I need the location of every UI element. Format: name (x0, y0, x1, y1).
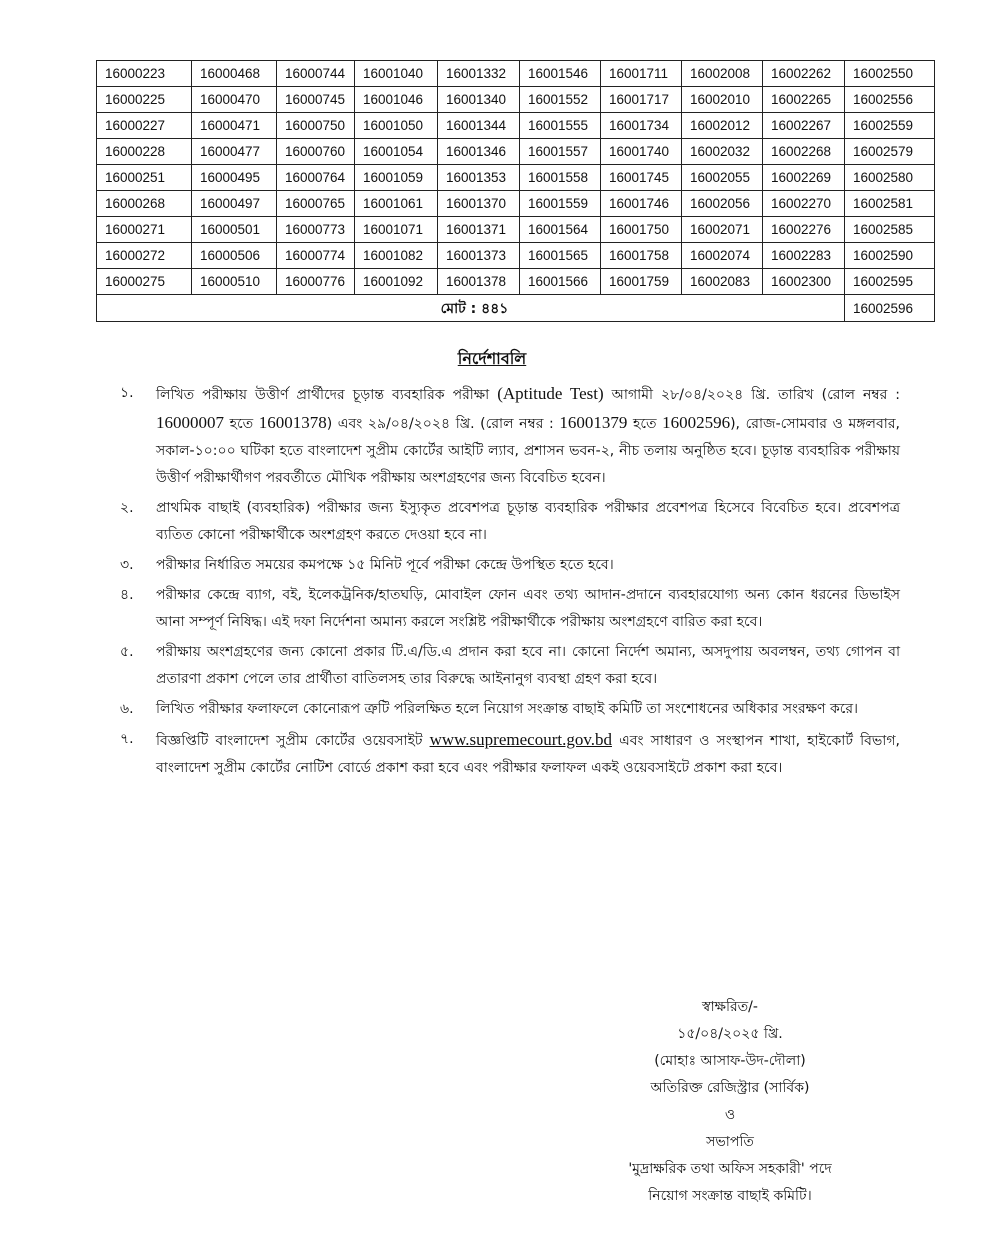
instruction-item (120, 726, 900, 782)
roll-number-cell: 16002262 (763, 61, 845, 87)
table-row (97, 243, 935, 269)
roll-number-cell: 16001340 (438, 87, 520, 113)
roll-number-cell: 16002010 (682, 87, 763, 113)
instruction-text-part: বিজ্ঞপ্তিটি বাংলাদেশ সুপ্রীম কোর্টের ওয়েবসাইট (156, 733, 430, 749)
roll-number-cell: 16002265 (763, 87, 845, 113)
instruction-text-part: প্রাথমিক বাছাই (ব্যবহারিক) পরীক্ষার জন্য ইস্যুকৃত প্রবেশপত্র চূড়ান্ত ব্যবহারিক পরীক্ষার প্রবেশপত্র হিসেবে বিবেচিত হবে। প্রবেশপত্র ব্যতিত কোনো পরীক্ষার্থীকে অংশগ্রহণ করতে দেওয়া হবে না। (156, 500, 900, 543)
instruction-text-part: পরীক্ষার নির্ধারিত সময়ের কমপক্ষে ১৫ মিনিট পূর্বে পরীক্ষা কেন্দ্রে উপস্থিত হতে হবে। (156, 557, 614, 573)
table-row (97, 113, 935, 139)
roll-number-cell: 16001745 (601, 165, 682, 191)
signature-line: ১৫/০৪/২০২৫ খ্রি. (677, 1026, 783, 1042)
roll-number-cell: 16002269 (763, 165, 845, 191)
total-row (97, 295, 935, 322)
roll-number-cell: 16002580 (845, 165, 935, 191)
roll-number-cell: 16001758 (601, 243, 682, 269)
roll-number-cell: 16001378 (438, 269, 520, 295)
roll-number-cell: 16002032 (682, 139, 763, 165)
roll-number-cell: 16000745 (277, 87, 355, 113)
roll-number-cell: 16001082 (355, 243, 438, 269)
roll-number-cell: 16000227 (97, 113, 192, 139)
roll-number-cell: 16002056 (682, 191, 763, 217)
roll-number-cell: 16000225 (97, 87, 192, 113)
roll-number-cell: 16002267 (763, 113, 845, 139)
roll-number-cell: 16002579 (845, 139, 935, 165)
instruction-text-part: (Aptitude Test) (497, 384, 604, 403)
roll-number-cell: 16001344 (438, 113, 520, 139)
roll-number-cell: 16002559 (845, 113, 935, 139)
instruction-text-part: 16000007 (156, 413, 224, 432)
instruction-text-part: পরীক্ষার কেন্দ্রে ব্যাগ, বই, ইলেকট্রনিক/হাতঘড়ি, মোবাইল ফোন এবং তথ্য আদান-প্রদানে ব্যবহারযোগ্য অন্য কোন ধরনের ডিভাইস আনা সম্পূর্ণ নিষিদ্ধ। এই দফা নির্দেশনা অমান্য করলে সংশ্লিষ্ট পরীক্ষার্থীকে পরীক্ষায় অংশগ্রহণে বারিত করা হবে। (156, 587, 900, 630)
signature-line: ও (724, 1107, 736, 1123)
roll-number-cell: 16000774 (277, 243, 355, 269)
roll-number-cell: 16001071 (355, 217, 438, 243)
instruction-text-part: লিখিত পরীক্ষার ফলাফলে কোনোরূপ ত্রুটি পরিলক্ষিত হলে নিয়োগ সংক্রান্ত বাছাই কমিটি তা সংশোধনের অধিকার সংরক্ষণ করে। (156, 701, 859, 717)
table-row (97, 269, 935, 295)
signature-line: 'মুদ্রাক্ষরিক তথা অফিস সহকারী' পদে (628, 1161, 832, 1177)
roll-number-cell: 16001750 (601, 217, 682, 243)
roll-number-cell: 16002276 (763, 217, 845, 243)
instruction-text (156, 726, 900, 782)
signature-line: অতিরিক্ত রেজিস্ট্রার (সার্বিক) (650, 1080, 810, 1096)
total-label: মোট : ৪৪১ (97, 295, 845, 322)
instruction-item (120, 552, 900, 579)
roll-number-cell: 16001092 (355, 269, 438, 295)
roll-number-cell: 16000228 (97, 139, 192, 165)
roll-number-cell: 16001564 (520, 217, 601, 243)
roll-number-cell: 16000477 (192, 139, 277, 165)
roll-number-cell: 16001566 (520, 269, 601, 295)
instruction-text-part: ) এবং ২৯/০৪/২০২৪ খ্রি. (রোল নম্বর : (326, 416, 560, 432)
roll-number-cell: 16001346 (438, 139, 520, 165)
roll-number-cell: 16001370 (438, 191, 520, 217)
roll-number-cell: 16000470 (192, 87, 277, 113)
instructions-list (120, 380, 900, 785)
signature-line: (মোহাঃ আসাফ-উদ-দৌলা) (654, 1053, 806, 1069)
roll-number-cell: 16000275 (97, 269, 192, 295)
roll-number-cell: 16000468 (192, 61, 277, 87)
table-row (97, 139, 935, 165)
roll-number-cell: 16000744 (277, 61, 355, 87)
roll-number-cell: 16001373 (438, 243, 520, 269)
instructions-heading: নির্দেশাবলি (457, 349, 527, 368)
roll-number-cell: 16000497 (192, 191, 277, 217)
instruction-text (156, 582, 900, 636)
instruction-text-part: ), রোজ-সোমবার ও মঙ্গলবার, সকাল-১০:০০ ঘটিকা হতে বাংলাদেশ সুপ্রীম কোর্টের আইটি ল্যাব, প্রশাসন ভবন-২, নীচ তলায় অনুষ্ঠিত হবে। চূড়ান্ত ব্যবহারিক পরীক্ষায় উত্তীর্ণ পরীক্ষার্থীগণ পরবর্তীতে মৌখিক পরীক্ষায় অংশগ্রহণের জন্য বিবেচিত হবেন। (156, 416, 900, 486)
instruction-text (156, 495, 900, 549)
table-row (97, 61, 935, 87)
roll-number-cell: 16002590 (845, 243, 935, 269)
roll-number-cell: 16000272 (97, 243, 192, 269)
roll-number-cell: 16001546 (520, 61, 601, 87)
roll-number-cell: 16001054 (355, 139, 438, 165)
roll-number-cell: 16000773 (277, 217, 355, 243)
roll-number-cell: 16002055 (682, 165, 763, 191)
roll-number-cell: 16002083 (682, 269, 763, 295)
roll-number-cell: 16001734 (601, 113, 682, 139)
roll-number-cell: 16001559 (520, 191, 601, 217)
instruction-number: ৬. (120, 701, 134, 717)
instruction-number: ১. (120, 385, 134, 401)
instruction-text (156, 696, 900, 723)
roll-number-cell: 16002283 (763, 243, 845, 269)
instruction-item (120, 582, 900, 636)
roll-number-cell: 16001746 (601, 191, 682, 217)
roll-number-cell: 16002556 (845, 87, 935, 113)
roll-number-cell: 16000776 (277, 269, 355, 295)
instruction-text-part: পরীক্ষায় অংশগ্রহণের জন্য কোনো প্রকার টি.এ/ডি.এ প্রদান করা হবে না। কোনো নির্দেশ অমান্য, অসদুপায় অবলম্বন, তথ্য গোপন বা প্রতারণা প্রকাশ পেলে তার প্রার্থীতা বাতিলসহ তার বিরুদ্ধে আইনানুগ ব্যবস্থা গ্রহণ করা হবে। (156, 644, 900, 687)
instruction-text (156, 552, 900, 579)
table-row (97, 191, 935, 217)
roll-number-cell: 16001040 (355, 61, 438, 87)
instruction-text-part: হতে (224, 416, 259, 432)
instruction-text-part: 16001379 (559, 413, 628, 432)
table-row (97, 87, 935, 113)
signature-line: সভাপতি (706, 1134, 754, 1150)
instruction-item (120, 639, 900, 693)
roll-number-cell: 16001371 (438, 217, 520, 243)
roll-number-cell: 16002595 (845, 269, 935, 295)
roll-number-cell: 16002270 (763, 191, 845, 217)
instruction-item (120, 696, 900, 723)
roll-number-cell: 16001332 (438, 61, 520, 87)
instruction-text-part: 16001378 (258, 413, 327, 432)
roll-number-cell: 16001740 (601, 139, 682, 165)
instruction-number: ৪. (120, 587, 134, 603)
roll-number-cell: 16001061 (355, 191, 438, 217)
roll-number-table (96, 60, 935, 322)
roll-number-cell: 16002596 (845, 295, 935, 322)
roll-number-cell: 16000506 (192, 243, 277, 269)
roll-number-cell: 16000271 (97, 217, 192, 243)
roll-number-cell: 16002071 (682, 217, 763, 243)
roll-number-cell: 16001353 (438, 165, 520, 191)
roll-number-cell: 16001552 (520, 87, 601, 113)
roll-number-cell: 16000223 (97, 61, 192, 87)
roll-number-cell: 16000471 (192, 113, 277, 139)
signature-line: নিয়োগ সংক্রান্ত বাছাই কমিটি। (648, 1188, 812, 1204)
roll-number-cell: 16000495 (192, 165, 277, 191)
roll-number-cell: 16000765 (277, 191, 355, 217)
roll-number-cell: 16000764 (277, 165, 355, 191)
roll-number-cell: 16001555 (520, 113, 601, 139)
roll-number-cell: 16001717 (601, 87, 682, 113)
roll-number-cell: 16000510 (192, 269, 277, 295)
instruction-text (156, 380, 900, 492)
signature-block (560, 994, 900, 1210)
roll-number-cell: 16001565 (520, 243, 601, 269)
roll-number-cell: 16001759 (601, 269, 682, 295)
instruction-number: ২. (120, 500, 134, 516)
table-row (97, 165, 935, 191)
table-row (97, 217, 935, 243)
roll-table-body (97, 61, 935, 322)
roll-number-cell: 16002581 (845, 191, 935, 217)
roll-number-cell: 16002585 (845, 217, 935, 243)
roll-number-cell: 16001059 (355, 165, 438, 191)
roll-number-cell: 16002008 (682, 61, 763, 87)
instruction-text-part: 16002596 (662, 413, 731, 432)
roll-number-cell: 16000251 (97, 165, 192, 191)
instruction-text (156, 639, 900, 693)
instruction-text-part: হতে (627, 416, 663, 432)
roll-number-cell: 16001558 (520, 165, 601, 191)
instruction-text-part: আগামী ২৮/০৪/২০২৪ খ্রি. তারিখ (রোল নম্বর : (603, 387, 901, 403)
roll-number-cell: 16002268 (763, 139, 845, 165)
roll-number-cell: 16002300 (763, 269, 845, 295)
instruction-number: ৭. (120, 731, 134, 747)
instruction-item (120, 380, 900, 492)
roll-number-cell: 16000268 (97, 191, 192, 217)
roll-number-cell: 16002550 (845, 61, 935, 87)
instruction-number: ৫. (120, 644, 134, 660)
roll-number-cell: 16000760 (277, 139, 355, 165)
roll-number-cell: 16002074 (682, 243, 763, 269)
instruction-text-part: লিখিত পরীক্ষায় উত্তীর্ণ প্রার্থীদের চূড়ান্ত ব্যবহারিক পরীক্ষা (156, 387, 498, 403)
instruction-number: ৩. (120, 557, 134, 573)
roll-number-cell: 16001711 (601, 61, 682, 87)
signature-line: স্বাক্ষরিত/- (702, 999, 758, 1015)
roll-number-cell: 16000750 (277, 113, 355, 139)
instruction-item (120, 495, 900, 549)
website-link[interactable]: www.supremecourt.gov.bd (429, 730, 612, 749)
roll-number-cell: 16001050 (355, 113, 438, 139)
roll-number-cell: 16001046 (355, 87, 438, 113)
instruction-text-part: এবং সাধারণ ও সংস্থাপন শাখা, হাইকোর্ট বিভাগ, বাংলাদেশ সুপ্রীম কোর্টের নোটিশ বোর্ডে প্রকাশ করা হবে এবং পরীক্ষার ফলাফল একই ওয়েবসাইটে প্রকাশ করা হবে। (156, 733, 900, 776)
roll-number-cell: 16002012 (682, 113, 763, 139)
roll-number-cell: 16001557 (520, 139, 601, 165)
roll-number-cell: 16000501 (192, 217, 277, 243)
